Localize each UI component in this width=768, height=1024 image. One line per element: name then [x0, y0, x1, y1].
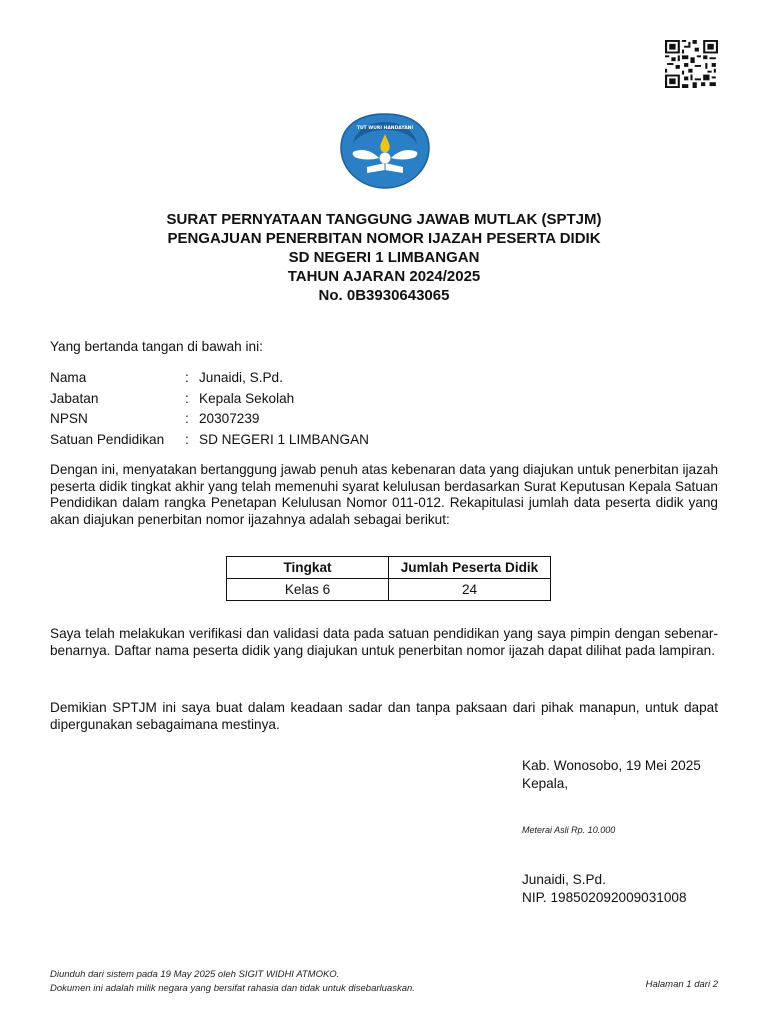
column-header-jumlah: Jumlah Peserta Didik [389, 557, 551, 579]
separator: : [185, 411, 189, 426]
tut-wuri-handayani-logo [339, 112, 431, 190]
identity-value: Kepala Sekolah [199, 390, 295, 406]
identity-label: Nama [50, 370, 87, 385]
statement-paragraph: Dengan ini, menyatakan bertanggung jawab penuh atas kebenaran data yang diajukan untuk penerbitan ijazah peserta didik tingkat akhir yang telah memenuhi syarat kelulusan berdasarkan Surat Keputusan Kepala Satuan Pendidikan dalam rangka Penetapan Kelulusan Nomor 011-012. Rekapitulasi jumlah data peserta didik yang akan diajukan penerbitan nomor ijazahnya adalah sebagai berikut: [50, 462, 718, 527]
identity-row [50, 430, 369, 451]
identity-label: Satuan Pendidikan [50, 431, 165, 447]
download-info: Diunduh dari sistem pada 19 May 2025 oleh SIGIT WIDHI ATMOKO. [50, 969, 340, 980]
table-cell: Kelas 6 [227, 579, 389, 601]
identity-value: Junaidi, S.Pd. [199, 370, 283, 385]
page-number: Halaman 1 dari 2 [645, 979, 718, 990]
table-row [227, 579, 551, 601]
separator: : [185, 390, 189, 406]
identity-row [50, 389, 369, 410]
closing-paragraph: Demikian SPTJM ini saya buat dalam keadaan sadar dan tanpa paksaan dari pihak manapun, untuk dapat dipergunakan sebagaimana mestinya. [50, 700, 718, 732]
identity-label: Jabatan [50, 390, 99, 406]
verification-paragraph: Saya telah melakukan verifikasi dan validasi data pada satuan pendidikan yang saya pimpin dengan sebenar-benarnya. Daftar nama peserta didik yang diajukan untuk penerbitan nomor ijazah dapat dilihat pada lampiran. [50, 626, 718, 658]
identity-row [50, 409, 369, 430]
title-line: SURAT PERNYATAAN TANGGUNG JAWAB MUTLAK (SPTJM) [166, 211, 602, 228]
signer-name: Junaidi, S.Pd. [522, 872, 606, 887]
separator: : [185, 431, 189, 447]
signature-place-date: Kab. Wonosobo, 19 Mei 2025 [522, 758, 701, 773]
logo-motto: TUT WURI HANDAYANI [356, 126, 414, 131]
recap-table [226, 556, 551, 601]
qr-code [665, 40, 718, 88]
confidentiality-note: Dokumen ini adalah milik negara yang bersifat rahasia dan tidak untuk disebarluaskan. [50, 983, 415, 994]
identity-row [50, 368, 369, 389]
identity-table [50, 368, 369, 450]
column-header-tingkat: Tingkat [227, 557, 389, 579]
document-title [0, 210, 768, 305]
table-header-row [227, 557, 551, 579]
signer-nip: NIP. 198502092009031008 [522, 890, 687, 905]
title-line: PENGAJUAN PENERBITAN NOMOR IJAZAH PESERTA DIDIK [167, 230, 601, 247]
meterai-label: Meterai Asli Rp. 10.000 [522, 825, 616, 835]
separator: : [185, 370, 189, 385]
signature-role: Kepala, [522, 776, 569, 791]
footer-note [50, 968, 415, 996]
identity-label: NPSN [50, 411, 88, 426]
intro-text: Yang bertanda tangan di bawah ini: [50, 339, 263, 354]
school-name: SD NEGERI 1 LIMBANGAN [288, 249, 480, 266]
identity-value: 20307239 [199, 411, 260, 426]
identity-value: SD NEGERI 1 LIMBANGAN [199, 431, 369, 447]
document-number: No. 0B3930643065 [318, 287, 450, 304]
table-cell: 24 [389, 579, 551, 601]
academic-year: TAHUN AJARAN 2024/2025 [287, 268, 481, 285]
